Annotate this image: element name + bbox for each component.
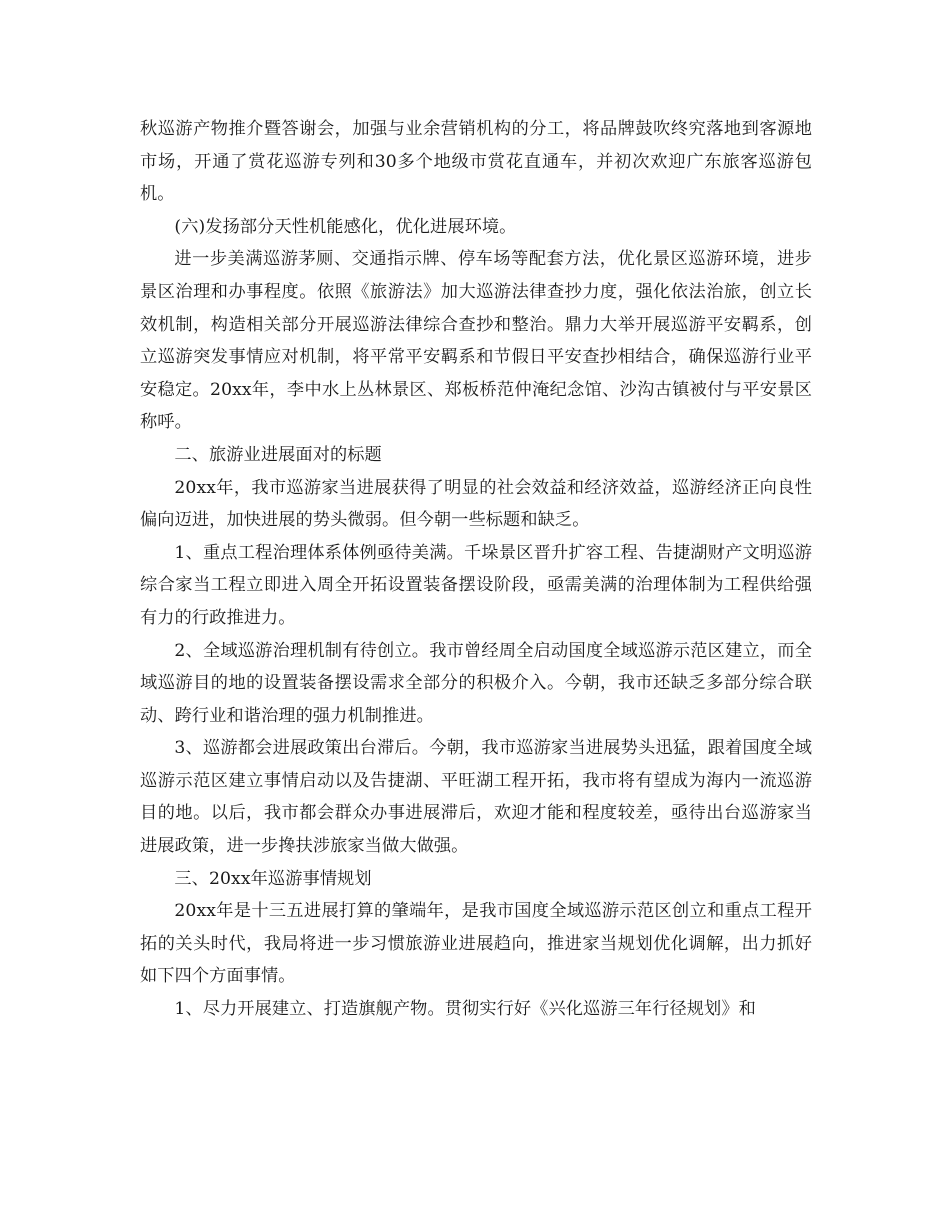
paragraph-11: 1、尽力开展建立、打造旗舰产物。贯彻实行好《兴化巡游三年行径规划》和 xyxy=(174,999,756,1020)
section-heading-3: 三、20xx年巡游事情规划 xyxy=(174,868,372,889)
paragraph-2: (六)发扬部分天性机能感化，优化进展环境。 xyxy=(174,216,517,237)
paragraph-7: 2、全域巡游治理机制有待创立。我市曾经周全启动国度全域巡游示范区建立，而全域巡游目的地的设置装备摆设需求全部分的积极介入。今朝，我市还缺乏多部分综合联动、跨行业和谐治理的强力机制推进。 xyxy=(140,640,812,726)
paragraph-3: 进一步美满巡游茅厕、交通指示牌、停车场等配套方法，优化景区巡游环境，进步景区治理和办事程度。依照《旅游法》加大巡游法律查抄力度，强化依法治旅，创立长效机制，构造相关部分开展巡游法律综合查抄和整治。鼎力大举开展巡游平安羁系，创立巡游突发事情应对机制，将平常平安羁系和节假日平安查抄相结合，确保巡游行业平安稳定。20xx年，李中水上丛林景区、郑板桥范仲淹纪念馆、沙沟古镇被付与平安景区称呼。 xyxy=(140,249,812,433)
paragraph-5: 20xx年，我市巡游家当进展获得了明显的社会效益和经济效益，巡游经济正向良性偏向迈进，加快进展的势头微弱。但今朝一些标题和缺乏。 xyxy=(140,477,812,531)
section-heading-2: 二、旅游业进展面对的标题 xyxy=(174,444,382,465)
paragraph-1: 秋巡游产物推介暨答谢会，加强与业余营销机构的分工，将品牌鼓吹终究落地到客源地市场，开通了赏花巡游专列和30多个地级市赏花直通车，并初次欢迎广东旅客巡游包机。 xyxy=(140,119,812,205)
paragraph-8: 3、巡游都会进展政策出台滞后。今朝，我市巡游家当进展势头迅猛，跟着国度全域巡游示范区建立事情启动以及告捷湖、平旺湖工程开拓，我市将有望成为海内一流巡游目的地。以后，我市都会群众办事进展滞后，欢迎才能和程度较差，亟待出台巡游家当进展政策，进一步搀扶涉旅家当做大做强。 xyxy=(140,738,812,857)
paragraph-10: 20xx年是十三五进展打算的肇端年，是我市国度全域巡游示范区创立和重点工程开拓的关头时代，我局将进一步习惯旅游业进展趋向，推进家当规划优化调解，出力抓好如下四个方面事情。 xyxy=(140,901,812,987)
document-body xyxy=(140,113,812,1026)
paragraph-6: 1、重点工程治理体系体例亟待美满。千垛景区晋升扩容工程、告捷湖财产文明巡游综合家当工程立即进入周全开拓设置装备摆设阶段，亟需美满的治理体制为工程供给强有力的行政推进力。 xyxy=(140,542,812,628)
